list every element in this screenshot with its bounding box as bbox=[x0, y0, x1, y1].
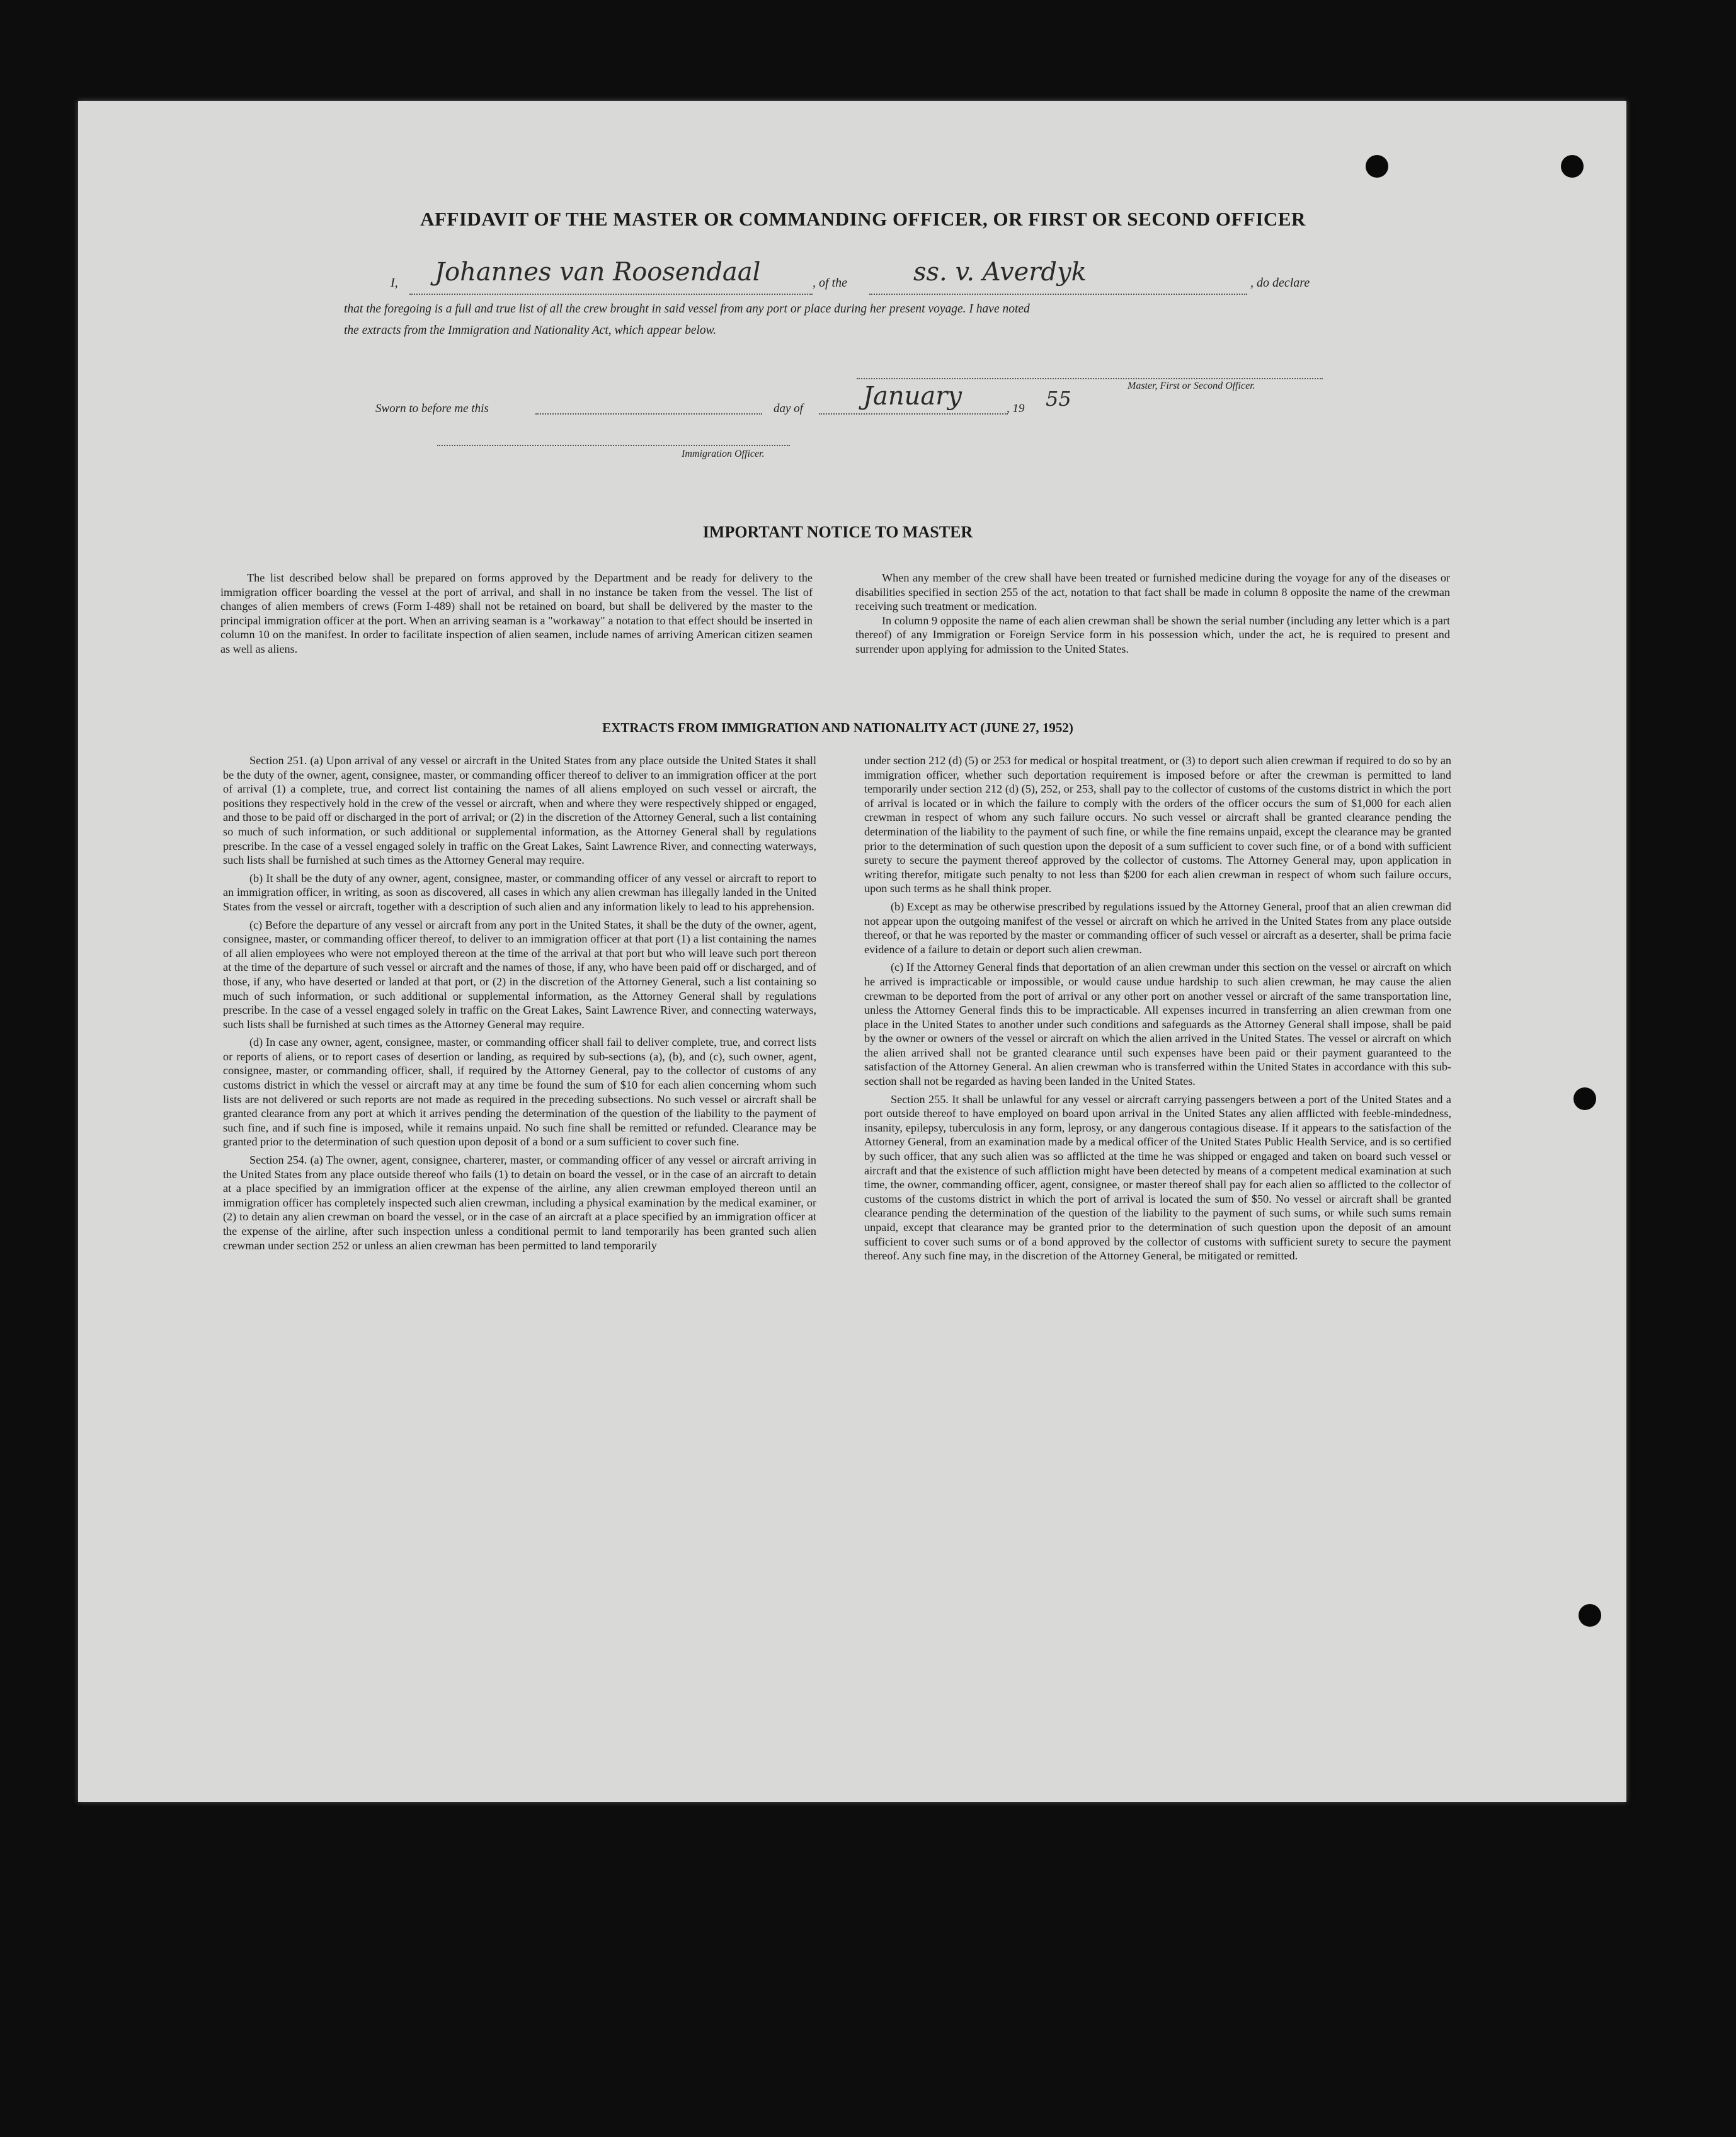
vessel-line bbox=[869, 294, 1247, 295]
year-prefix: , 19 bbox=[1007, 402, 1025, 415]
punch-hole bbox=[1579, 1604, 1601, 1627]
i-label: I, bbox=[391, 276, 398, 290]
notice-left-paragraph: The list described below shall be prepared on forms approved by the Department and be ready for delivery to the immigration officer boarding the vessel at the port of arrival, and shall in no instance be taken from the vessel. The list of changes of alien members of crews (Form I-489) shall not be retained on board, but shall be delivered by the master to the principal immigration officer at the port. When an arriving seaman is a "workaway" a notation to that effect should be inserted in column 10 on the manifest. In order to facilitate inspection of alien seamen, include names of arriving American citizen seamen as well as aliens. bbox=[220, 571, 813, 655]
extract-left-paragraph: (d) In case any owner, agent, consignee, master, or commanding officer shall fail to deliver complete, true, and correct lists or reports of aliens, or to report cases of desertion or landing, as required by sub-sections (a), (b), and (c), such owner, agent, consignee, master, or commanding officer, shall, if required by the Attorney General, pay to the collector of customs of any customs district in which the vessel or aircraft may at any time be found the sum of $10 for each alien concerning whom such lists are not delivered or such reports are not made as required in the preceding subsections. No such vessel or aircraft shall be granted clearance from any port at which it arrives pending the determination of the question of the liability to the payment of such fine, and if such fine is imposed, while it remains unpaid. No such fine shall be remitted or refunded. Clearance may be granted prior to the determination of such question upon deposit of a bond or a sum sufficient to cover such fine. bbox=[223, 1036, 816, 1149]
extract-right-paragraph: under section 212 (d) (5) or 253 for medical or hospital treatment, or (3) to deport such alien crewman if required to do so by an immigration officer, whether such deportation requirement is imposed before or after the crewman is permitted to land temporarily under section 212 (d) (5), 252, or 253, shall pay to the collector of customs of the customs district in which the port of arrival is located or in which the failure to comply with the orders of the officer occurs the sum of $1,000 for each alien crewman in respect of whom any such failure occurs. No such vessel or aircraft shall be granted clearance pending the determination of the liability to the payment of such fine, or while the fine remains unpaid, except the clearance may be granted prior to the determination of such question upon the deposit of a sum sufficient to cover such fine, or of a bond with sufficient surety to secure the payment thereof approved by the collector of customs. The Attorney General may, upon application in writing therefor, mitigate such penalty to not less than $200 for each alien crewman in respect of whom such failure occurs, upon such terms as he shall think proper. bbox=[864, 754, 1451, 895]
affidavit-title: AFFIDAVIT OF THE MASTER OR COMMANDING OFFICER, OR FIRST OR SECOND OFFICER bbox=[420, 208, 1306, 230]
of-the-label: , of the bbox=[813, 276, 847, 290]
immigration-officer-line bbox=[437, 445, 790, 446]
handwritten-vessel: ss. v. Averdyk bbox=[913, 258, 1087, 287]
extract-left-paragraph: Section 251. (a) Upon arrival of any vessel or aircraft in the United States from any place outside the United States it shall be the duty of the owner, agent, consignee, master, or commanding officer thereof to deliver to an immigration officer at the port of arrival (1) a complete, true, and correct list containing the names of all aliens employed on such vessel or aircraft, the positions they respectively hold in the crew of the vessel or aircraft, when and where they were respectively shipped or engaged, and those to be paid off or discharged in the port of arrival; or (2) in the discretion of the Attorney General, such a list containing so much of such information, or such additional or supplemental information, as the Attorney General shall by regulations prescribe. In the case of a vessel engaged solely in traffic on the Great Lakes, Saint Lawrence River, and connecting waterways, such lists shall be furnished at such times as the Attorney General may require. bbox=[223, 754, 816, 867]
punch-hole bbox=[1366, 155, 1388, 178]
extracts-left-column bbox=[223, 753, 816, 1256]
handwritten-year: 55 bbox=[1046, 387, 1071, 411]
notice-right-column bbox=[855, 571, 1450, 660]
sworn-day-line bbox=[535, 413, 762, 415]
immigration-officer-caption: Immigration Officer. bbox=[682, 449, 765, 459]
month-line bbox=[819, 413, 1008, 415]
master-caption: Master, First or Second Officer. bbox=[1128, 381, 1255, 391]
extracts-right-column bbox=[864, 753, 1451, 1267]
extract-left-paragraph: (c) Before the departure of any vessel or aircraft from any port in the United States, it shall be the duty of the owner, agent, consignee, master, or commanding officer thereof, to deliver to an immigration officer at that port (1) a list containing the names of all alien employees who were not employed thereon at the time of the arrival at that port but who will leave such port thereon at the time of the departure of such vessel or aircraft and the names of those, if any, who have been paid off or discharged, and of those, if any, who have deserted or landed at that port, or (2) in the discretion of the Attorney General, such a list containing so much of such information, or such additional or supplemental information, as the Attorney General shall by regulations prescribe. In the case of a vessel engaged solely in traffic on the Great Lakes, Saint Lawrence River, and connecting waterways, such lists shall be furnished at such times as the Attorney General may require. bbox=[223, 918, 816, 1031]
extract-left-paragraph: (b) It shall be the duty of any owner, agent, consignee, master, or commanding officer of any vessel or aircraft to report to an immigration officer, in writing, as soon as discovered, all cases in which any alien crewman has illegally landed in the United States from the vessel or aircraft, together with a description of such alien and any information likely to lead to his apprehension. bbox=[223, 871, 816, 913]
sworn-label: Sworn to before me this bbox=[375, 402, 489, 415]
name-line bbox=[409, 294, 813, 295]
day-of-label: day of bbox=[774, 402, 803, 415]
declaration-text-1: that the foregoing is a full and true list of all the crew brought in said vessel from any port or place during her present voyage. I have noted bbox=[344, 302, 1030, 316]
handwritten-name: Johannes van Roosendaal bbox=[435, 258, 761, 287]
extract-right-paragraph: (b) Except as may be otherwise prescribed by regulations issued by the Attorney General, proof that an alien crewman did not appear upon the outgoing manifest of the vessel or aircraft on which he arrived in the United States from any place outside thereof, or that he was reported by the master or commanding officer of such vessel or aircraft as a deserter, shall be prima facie evidence of a failure to detain or deport such alien crewman. bbox=[864, 900, 1451, 956]
punch-hole bbox=[1573, 1087, 1596, 1110]
notice-heading: IMPORTANT NOTICE TO MASTER bbox=[702, 523, 973, 541]
punch-hole bbox=[1561, 155, 1584, 178]
extract-right-paragraph: (c) If the Attorney General finds that deportation of an alien crewman under this section on the vessel or aircraft on which he arrived is impracticable or impossible, or would cause undue hardship to such alien crewman, he may cause the alien crewman to be deported from the port of arrival or any other port on another vessel or aircraft of the same transportation line, unless the Attorney General finds this to be impracticable. All expenses incurred in transferring an alien crewman from one place in the United States to another under such conditions and safeguards as the Attorney General shall impose, shall be paid by the owner or owners of the vessel or aircraft on which the alien arrived in the United States. The vessel or aircraft on which the alien arrived shall not be granted clearance until such expenses have been paid or their payment guaranteed to the satisfaction of the Attorney General. An alien crewman who is transferred within the United States in accordance with this sub-section shall not be regarded as having been landed in the United States. bbox=[864, 961, 1451, 1088]
master-signature-line bbox=[857, 378, 1323, 379]
do-declare-label: , do declare bbox=[1250, 276, 1310, 290]
extract-right-paragraph: Section 255. It shall be unlawful for any vessel or aircraft carrying passengers between a port of the United States and a port outside thereof to have employed on board upon arrival in the United States any alien afflicted with feeble-mindedness, insanity, epilepsy, tuberculosis in any form, leprosy, or any dangerous contagious disease. If it appears to the satisfaction of the Attorney General, from an examination made by a medical officer of the United States Public Health Service, and is so certified by such officer, that any such alien was so afflicted at the time he was shipped or engaged and taken on board such vessel or aircraft and that the existence of such affliction might have been detected by means of a competent medical examination at such time, the owner, commanding officer, agent, consignee, or master thereof shall pay for each alien so afflicted to the collector of customs of the customs district in which the port of arrival is located the sum of $50. No vessel or aircraft shall be granted clearance pending the determination of the question of the liability to the payment of such sums, or while such sums remain unpaid, except that clearance may be granted prior to the determination of such question upon the deposit of an amount sufficient to cover such sums or of a bond approved by the collector of customs with sufficient surety to secure the payment thereof. Any such fine may, in the discretion of the Attorney General, be mitigated or remitted. bbox=[864, 1092, 1451, 1263]
declaration-text-2: the extracts from the Immigration and Nationality Act, which appear below. bbox=[344, 324, 717, 337]
handwritten-month: January bbox=[863, 382, 962, 411]
notice-right-paragraph-1: When any member of the crew shall have been treated or furnished medicine during the voyage for any of the diseases or disabilities specified in section 255 of the act, notation to that fact shall be made in column 8 opposite the name of the crewman receiving such treatment or medication. bbox=[855, 571, 1450, 613]
notice-right-paragraph-2: In column 9 opposite the name of each alien crewman shall be shown the serial number (including any letter which is a part thereof) of any Immigration or Foreign Service form in his possession which, under the act, he is required to present and surrender upon applying for admission to the United States. bbox=[855, 614, 1450, 655]
extracts-heading: EXTRACTS FROM IMMIGRATION AND NATIONALITY ACT (JUNE 27, 1952) bbox=[602, 720, 1073, 735]
extract-left-paragraph: Section 254. (a) The owner, agent, consignee, charterer, master, or commanding officer of any vessel or aircraft arriving in the United States from any place outside thereof who fails (1) to detain on board the vessel, or in the case of an aircraft to detain at a place specified by an immigration officer at the expense of the airline, any alien crewman employed thereon until an immigration officer has completely inspected such alien crewman, including a physical examination by the medical examiner, or (2) to detain any alien crewman on board the vessel, or in the case of an aircraft at a place specified by an immigration officer at the expense of the airline, after such inspection unless a conditional permit to land temporarily has been granted such alien crewman under section 252 or unless an alien crewman has been permitted to land temporarily bbox=[223, 1154, 816, 1252]
notice-left-column bbox=[220, 571, 813, 660]
